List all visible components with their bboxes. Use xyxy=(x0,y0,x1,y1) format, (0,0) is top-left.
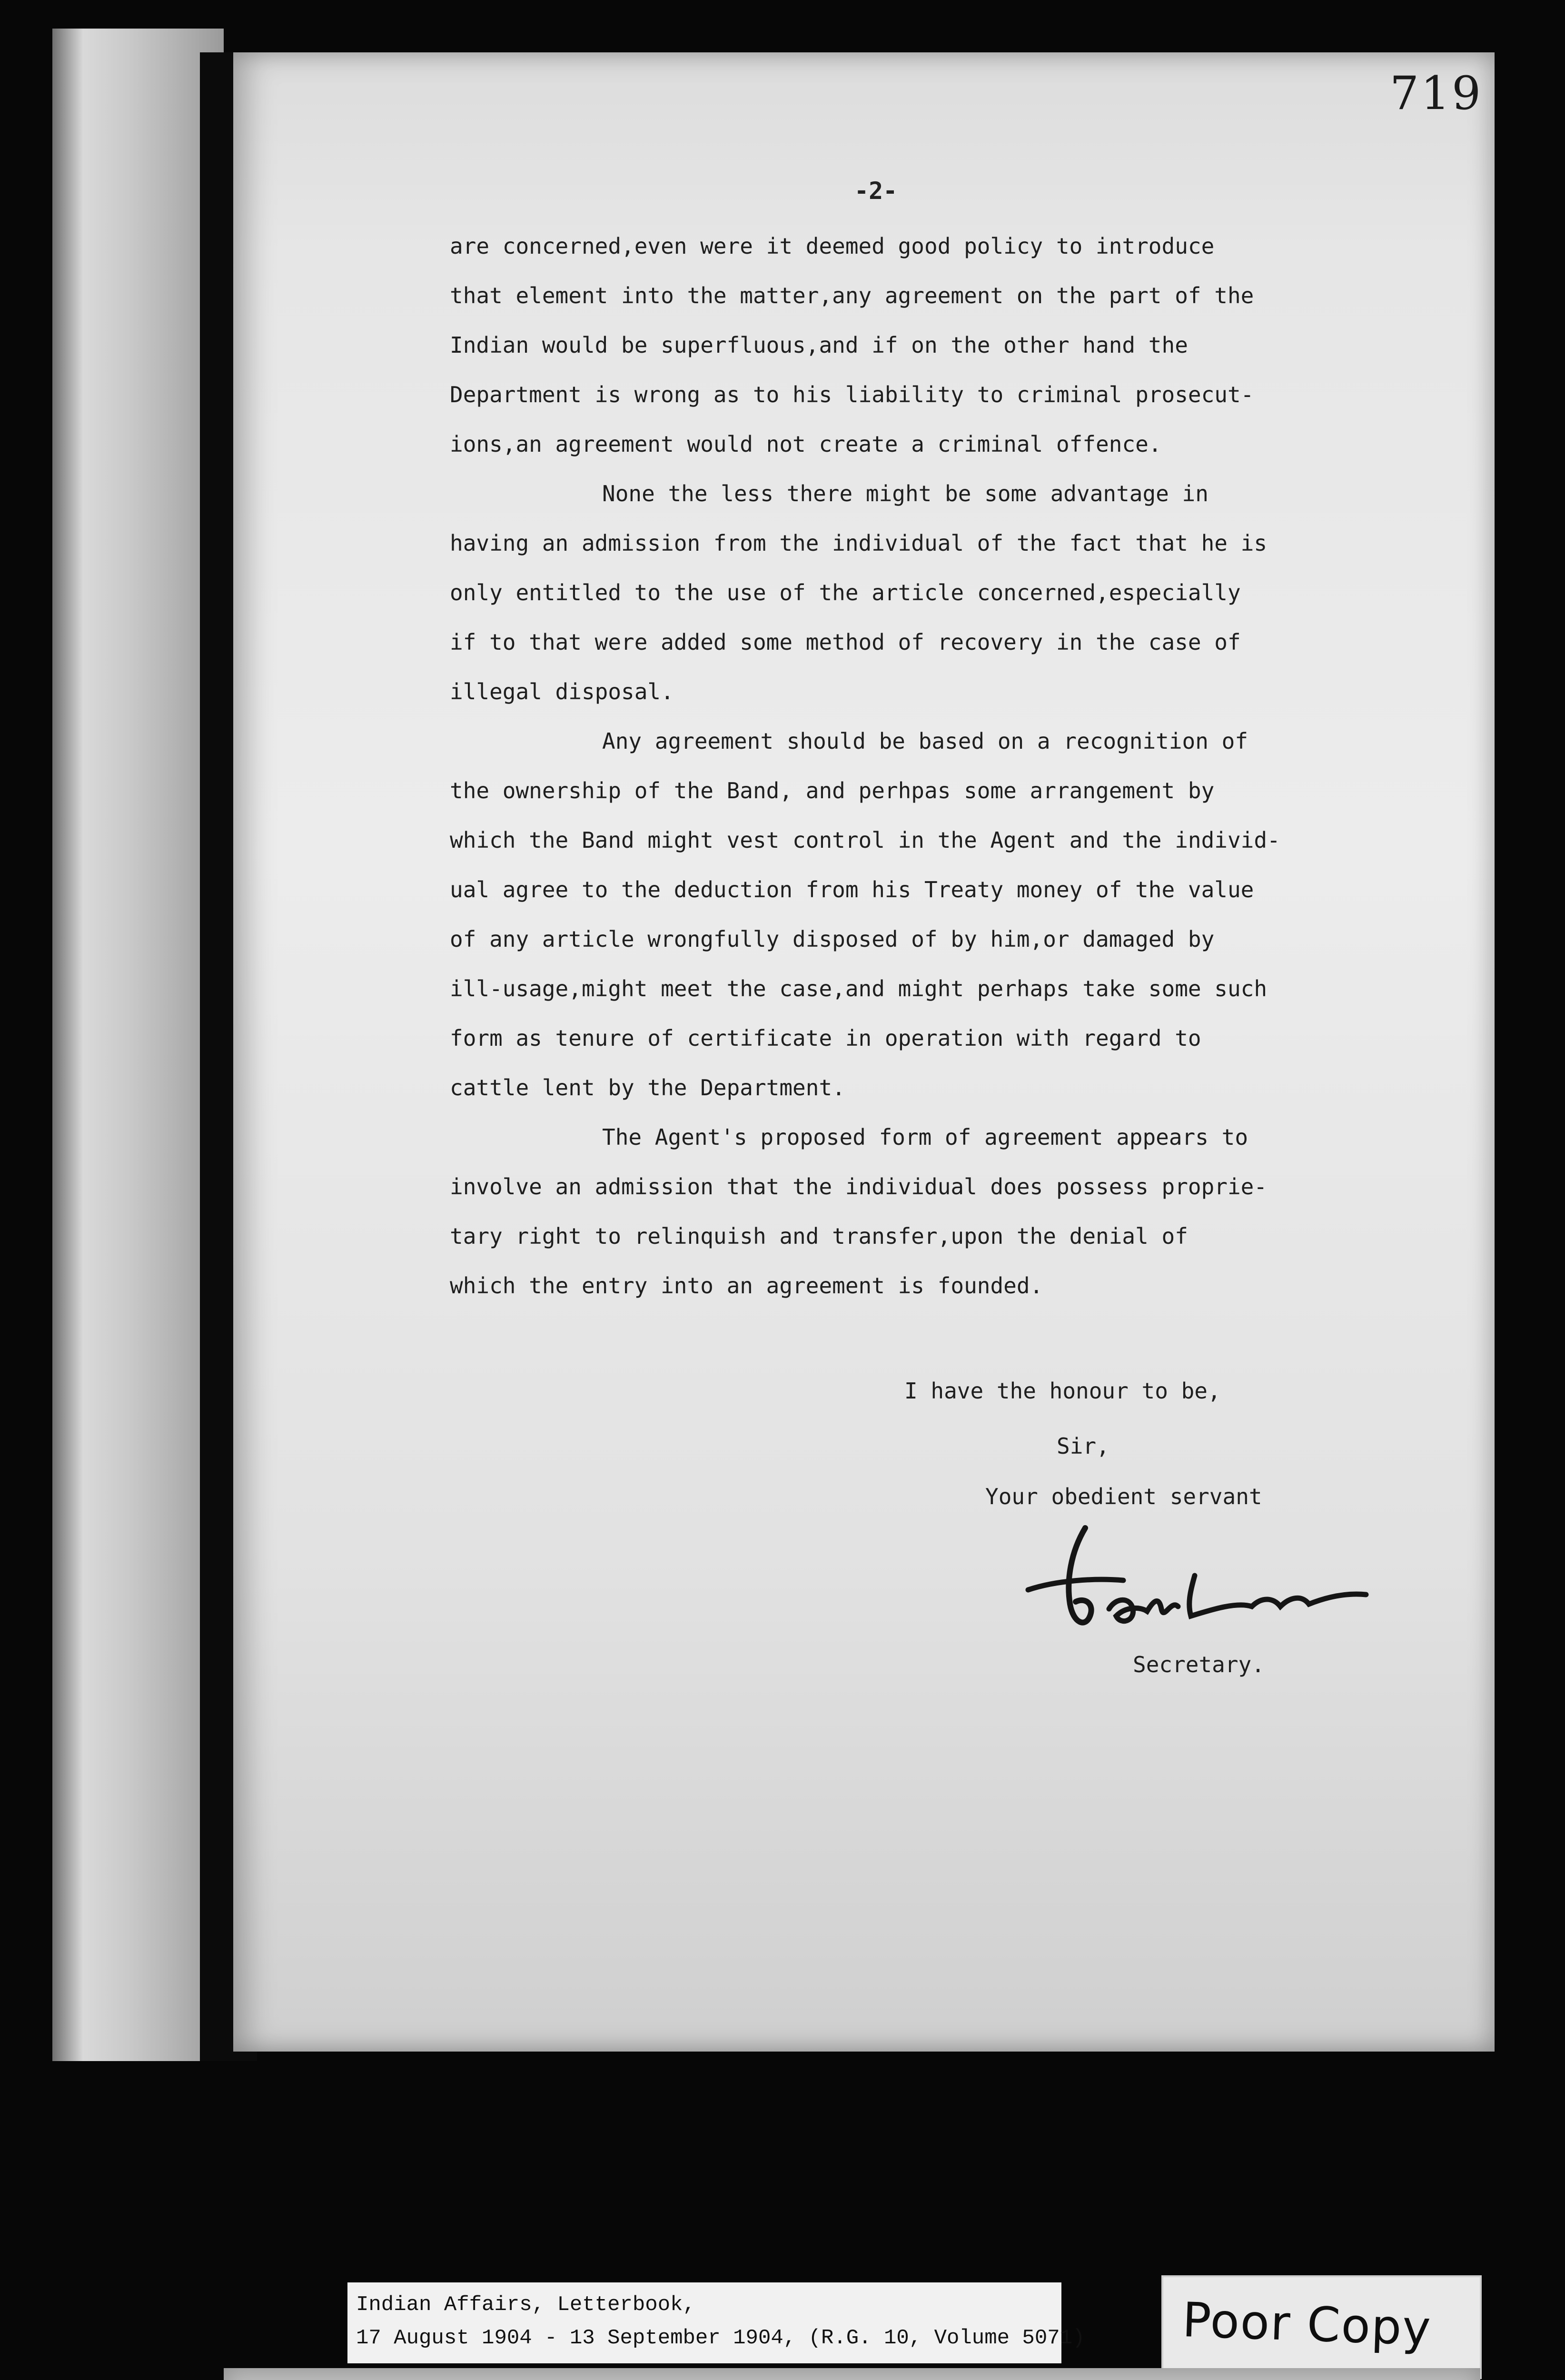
citation-label xyxy=(347,2282,1085,2363)
letter-line: that element into the matter,any agreement on the part of the xyxy=(450,283,1254,308)
letter-line: form as tenure of certificate in operation with regard to xyxy=(450,1025,1201,1051)
citation-line: Indian Affairs, Letterbook, xyxy=(356,2293,695,2317)
citation-line: 17 August 1904 - 13 September 1904, (R.G. 10, Volume 5071) xyxy=(356,2326,1085,2350)
letter-line: only entitled to the use of the article concerned,especially xyxy=(450,580,1241,605)
archives-stamp-panel xyxy=(224,2368,1480,2380)
letter-line: ions,an agreement would not create a criminal offence. xyxy=(450,431,1162,457)
letter-line: involve an admission that the individual does possess proprie- xyxy=(450,1174,1268,1200)
closing-honour-line: I have the honour to be, xyxy=(904,1378,1221,1404)
page-number: 719 xyxy=(1390,67,1483,120)
letter-line: the ownership of the Band, and perhpas some arrangement by xyxy=(450,778,1215,803)
page-marker: -2- xyxy=(854,177,898,205)
letter-line: tary right to relinquish and transfer,upon the denial of xyxy=(450,1223,1188,1249)
letter-line: having an admission from the individual of the fact that he is xyxy=(450,530,1268,556)
signatory-title: Secretary. xyxy=(1133,1652,1265,1677)
letter-line: cattle lent by the Department. xyxy=(450,1075,845,1101)
letter-line: if to that were added some method of recovery in the case of xyxy=(450,629,1241,655)
folded-margin-strip xyxy=(52,29,224,2061)
handwritten-signature-icon xyxy=(1014,1509,1404,1666)
letter-line: Any agreement should be based on a recognition of xyxy=(602,728,1248,754)
letter-line: Department is wrong as to his liability to criminal prosecut- xyxy=(450,382,1254,407)
closing-salutation: Sir, xyxy=(1057,1433,1109,1459)
letter-line: Indian would be superfluous,and if on the other hand the xyxy=(450,332,1188,358)
letter-line: are concerned,even were it deemed good policy to introduce xyxy=(450,233,1215,259)
letter-line: of any article wrongfully disposed of by him,or damaged by xyxy=(450,926,1215,952)
letter-line: illegal disposal. xyxy=(450,679,674,704)
poor-copy-text: Poor Copy xyxy=(1181,2291,1433,2357)
letter-line: which the entry into an agreement is founded. xyxy=(450,1273,1043,1299)
letter-line: which the Band might vest control in the Agent and the individ- xyxy=(450,827,1280,853)
letter-line: ual agree to the deduction from his Treaty money of the value xyxy=(450,877,1254,902)
letter-line: None the less there might be some advantage in xyxy=(602,481,1208,506)
letter-line: ill-usage,might meet the case,and might perhaps take some such xyxy=(450,976,1268,1002)
closing-servant-line: Your obedient servant xyxy=(985,1484,1262,1509)
letter-line: The Agent's proposed form of agreement appears to xyxy=(602,1124,1248,1150)
letter-body xyxy=(450,221,1426,1310)
poor-copy-label xyxy=(1161,2275,1482,2379)
